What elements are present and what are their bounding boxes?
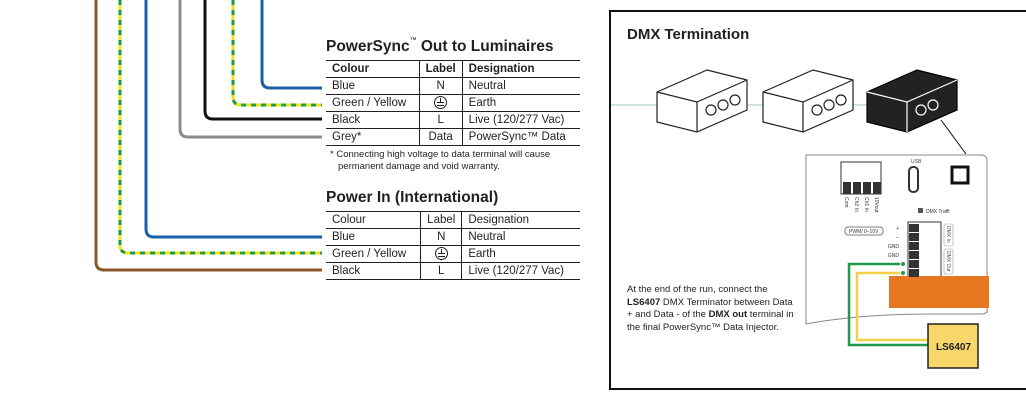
usb-label: USB [911,159,922,165]
cell-designation: Neutral [462,229,580,246]
header-designation: Designation [462,61,580,78]
warning-note [330,149,550,173]
terminator-label: LS6407 [936,342,972,353]
table-header [326,61,580,78]
table-row [326,263,580,280]
cell-colour: Green / Yellow [326,246,421,263]
wire-brown [96,0,322,270]
pwm-terminal-com: Com [843,197,849,208]
usb-port-icon [909,167,918,192]
terminal-label-minus: – [896,235,899,241]
header-designation: Designation [462,212,580,229]
pwm-terminal-10vout: 10Vout [873,197,879,213]
powersync-table-title: PowerSync™ Out to Luminaires [326,37,554,55]
data-injector-1 [657,70,747,132]
cell-designation: Earth [462,95,580,112]
cell-label: N [421,229,462,246]
table-row [326,112,580,129]
pwm-label: PWM/ 0–10V [849,229,879,235]
table-row [326,78,580,95]
cell-designation: PowerSync™ Data [462,129,580,146]
header-colour: Colour [326,61,419,78]
cell-label: N [419,78,462,95]
cell-designation: Earth [462,246,580,263]
panel-title: DMX Termination [627,26,750,43]
pwm-terminal-ch1-in: Ch1 In [863,197,869,212]
dmx-out-label: DMX Out [945,251,951,272]
terminal-label-minus: – [896,271,899,277]
cell-colour: Black [326,263,421,280]
cell-designation: Neutral [462,78,580,95]
earth-icon [435,247,448,260]
terminal-label-plus: + [896,226,899,232]
table-header [326,212,580,229]
cell-label: L [419,112,462,129]
table-row [326,246,580,263]
dmx-termination-panel [609,10,1026,390]
cell-colour: Black [326,112,419,129]
cell-colour: Grey* [326,129,419,146]
power-in-table-title: Power In (International) [326,189,499,206]
powersync-table [326,60,580,146]
wire-blue-out [262,0,322,88]
terminal-label-gnd: GND [887,253,899,259]
dmx-diagram [611,12,1026,392]
dmx-traffic-label: DMX Traffi [926,209,950,215]
header-colour: Colour [326,212,421,229]
cell-label: L [421,263,462,280]
cell-designation: Live (120/277 Vac) [462,263,580,280]
header-label: Label [419,61,462,78]
qr-code-icon [952,167,968,183]
table-row [326,229,580,246]
cell-label: Data [419,129,462,146]
table-row [326,129,580,146]
data-injector-2 [763,70,853,132]
earth-icon [434,96,447,109]
cell-designation: Live (120/277 Vac) [462,112,580,129]
cell-colour: Green / Yellow [326,95,419,112]
cell-colour: Blue [326,78,419,95]
cell-colour: Blue [326,229,421,246]
injector-board-detail [806,155,989,368]
note-line: * Connecting high voltage to data terminal will cause [330,149,551,160]
cell-label [419,95,462,112]
terminal-label-gnd: GND [887,244,899,250]
pwm-terminal-ch2-in: Ch2 In [853,197,859,212]
terminal-label-plus: + [896,262,899,268]
wire-green-yellow-in [120,0,322,253]
power-in-table [326,211,580,280]
wire-grey [180,0,322,137]
cell-label [421,246,462,263]
dmx-out-orange-block [889,276,989,308]
dmx-in-label: DMX In [945,226,951,243]
table-row [326,95,580,112]
note-line: permanent damage and void warranty. [338,161,500,172]
wiring-diagram [0,0,330,400]
header-label: Label [421,212,462,229]
instructions-text: At the end of the run, connect the LS6407 DMX Terminator between Data + and Data - of the DMX out terminal in the final PowerSync™ Data Injector. [627,284,794,333]
